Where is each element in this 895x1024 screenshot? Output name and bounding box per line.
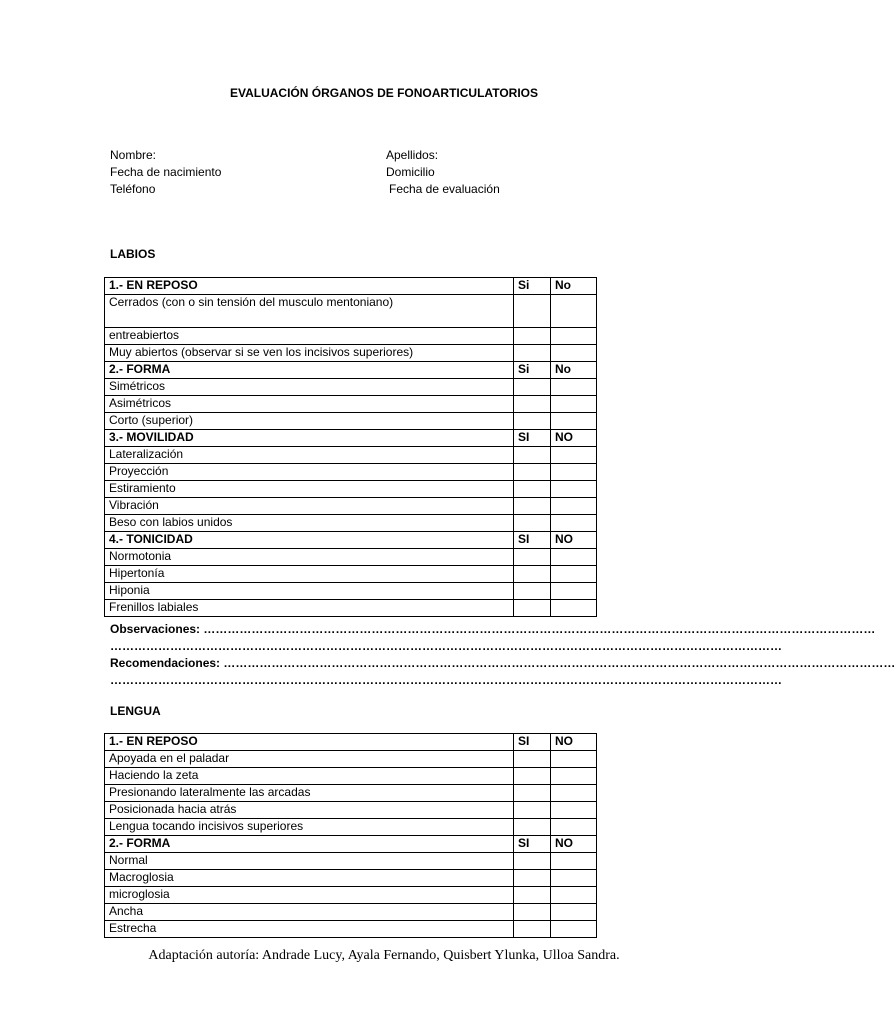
table-section-header <box>105 278 597 295</box>
observaciones-dots: …………………………………………………………………………………………………………………………………………………… <box>203 622 876 636</box>
row-label: Corto (superior) <box>105 413 514 430</box>
si-header: SI <box>514 836 551 853</box>
recomendaciones-line[interactable] <box>110 655 895 672</box>
no-checkbox-cell[interactable] <box>551 396 597 413</box>
si-header: SI <box>514 532 551 549</box>
observaciones-label: Observaciones: <box>110 622 201 636</box>
no-header: NO <box>551 734 597 751</box>
si-checkbox-cell[interactable] <box>514 751 551 768</box>
row-label: Beso con labios unidos <box>105 515 514 532</box>
row-label: Hiponia <box>105 583 514 600</box>
apellidos-label: Apellidos: <box>386 148 439 162</box>
row-label: Normal <box>105 853 514 870</box>
si-checkbox-cell[interactable] <box>514 549 551 566</box>
si-checkbox-cell[interactable] <box>514 447 551 464</box>
table-row <box>105 328 597 345</box>
si-header: Si <box>514 362 551 379</box>
table-section-header <box>105 836 597 853</box>
fecha-evaluacion-label: Fecha de evaluación <box>389 182 500 196</box>
no-checkbox-cell[interactable] <box>551 921 597 938</box>
row-label: Vibración <box>105 498 514 515</box>
document-title: EVALUACIÓN ÓRGANOS DE FONOARTICULATORIOS <box>229 86 538 100</box>
no-checkbox-cell[interactable] <box>551 498 597 515</box>
table-row <box>105 853 597 870</box>
table-row <box>105 583 597 600</box>
si-checkbox-cell[interactable] <box>514 819 551 836</box>
table-row <box>105 819 597 836</box>
si-checkbox-cell[interactable] <box>514 515 551 532</box>
si-checkbox-cell[interactable] <box>514 498 551 515</box>
row-label: 2.- FORMA <box>105 362 514 379</box>
row-label: entreabiertos <box>105 328 514 345</box>
row-label: Haciendo la zeta <box>105 768 514 785</box>
table-row <box>105 549 597 566</box>
table-row <box>105 464 597 481</box>
row-label: Lengua tocando incisivos superiores <box>105 819 514 836</box>
si-checkbox-cell[interactable] <box>514 887 551 904</box>
row-label: Ancha <box>105 904 514 921</box>
telefono-label: Teléfono <box>110 182 156 196</box>
no-checkbox-cell[interactable] <box>551 328 597 345</box>
no-checkbox-cell[interactable] <box>551 904 597 921</box>
domicilio-label: Domicilio <box>386 165 435 179</box>
no-header: NO <box>551 430 597 447</box>
si-checkbox-cell[interactable] <box>514 481 551 498</box>
no-checkbox-cell[interactable] <box>551 819 597 836</box>
si-checkbox-cell[interactable] <box>514 785 551 802</box>
table-row <box>105 870 597 887</box>
si-checkbox-cell[interactable] <box>514 870 551 887</box>
table-row <box>105 515 597 532</box>
row-label: 2.- FORMA <box>105 836 514 853</box>
table-row <box>105 396 597 413</box>
no-checkbox-cell[interactable] <box>551 583 597 600</box>
row-label: microglosia <box>105 887 514 904</box>
row-label: Lateralización <box>105 447 514 464</box>
labios-heading: LABIOS <box>110 247 156 261</box>
nombre-label: Nombre: <box>110 148 157 162</box>
no-checkbox-cell[interactable] <box>551 566 597 583</box>
row-label: Posicionada hacia atrás <box>105 802 514 819</box>
recomendaciones-label: Recomendaciones: <box>110 656 221 670</box>
patient-info-right <box>386 147 500 198</box>
lengua-table <box>104 733 597 938</box>
observaciones-block <box>110 621 895 689</box>
row-label: Frenillos labiales <box>105 600 514 617</box>
no-checkbox-cell[interactable] <box>551 785 597 802</box>
no-checkbox-cell[interactable] <box>551 887 597 904</box>
table-row <box>105 768 597 785</box>
no-checkbox-cell[interactable] <box>551 447 597 464</box>
si-checkbox-cell[interactable] <box>514 328 551 345</box>
table-section-header <box>105 532 597 549</box>
table-row <box>105 566 597 583</box>
si-checkbox-cell[interactable] <box>514 921 551 938</box>
no-checkbox-cell[interactable] <box>551 379 597 396</box>
row-label: Apoyada en el paladar <box>105 751 514 768</box>
si-checkbox-cell[interactable] <box>514 904 551 921</box>
table-row <box>105 600 597 617</box>
row-label: Muy abiertos (observar si se ven los incisivos superiores) <box>105 345 514 362</box>
si-checkbox-cell[interactable] <box>514 802 551 819</box>
table-row <box>105 802 597 819</box>
table-row <box>105 413 597 430</box>
no-checkbox-cell[interactable] <box>551 600 597 617</box>
no-header: No <box>551 362 597 379</box>
si-header: SI <box>514 430 551 447</box>
no-header: NO <box>551 836 597 853</box>
no-header: NO <box>551 532 597 549</box>
table-row <box>105 751 597 768</box>
table-row <box>105 498 597 515</box>
row-label: Estrecha <box>105 921 514 938</box>
row-label: Estiramiento <box>105 481 514 498</box>
row-label: Hipertonía <box>105 566 514 583</box>
no-checkbox-cell[interactable] <box>551 481 597 498</box>
row-label: Normotonia <box>105 549 514 566</box>
observaciones-line-2[interactable]: …………………………………………………………………………………………………………………………………………………… <box>110 639 782 653</box>
lengua-heading: LENGUA <box>110 704 161 718</box>
row-label: Macroglosia <box>105 870 514 887</box>
footer-credits: Adaptación autoría: Andrade Lucy, Ayala Fernando, Quisbert Ylunka, Ulloa Sandra. <box>148 948 620 963</box>
row-label: Cerrados (con o sin tensión del musculo mentoniano) <box>105 295 514 328</box>
labios-table <box>104 277 597 617</box>
no-header: No <box>551 278 597 295</box>
row-label: Proyección <box>105 464 514 481</box>
table-row <box>105 481 597 498</box>
si-header: SI <box>514 734 551 751</box>
table-row <box>105 785 597 802</box>
recomendaciones-line-2[interactable]: …………………………………………………………………………………………………………………………………………………… <box>110 673 782 687</box>
row-label: 1.- EN REPOSO <box>105 278 514 295</box>
no-checkbox-cell[interactable] <box>551 768 597 785</box>
table-row <box>105 295 597 328</box>
table-section-header <box>105 362 597 379</box>
no-checkbox-cell[interactable] <box>551 549 597 566</box>
row-label: 3.- MOVILIDAD <box>105 430 514 447</box>
si-checkbox-cell[interactable] <box>514 379 551 396</box>
si-checkbox-cell[interactable] <box>514 768 551 785</box>
observaciones-line[interactable] <box>110 621 876 638</box>
si-checkbox-cell[interactable] <box>514 413 551 430</box>
fecha-nacimiento-label: Fecha de nacimiento <box>110 165 222 179</box>
table-row <box>105 921 597 938</box>
si-checkbox-cell[interactable] <box>514 295 551 328</box>
no-checkbox-cell[interactable] <box>551 853 597 870</box>
table-row <box>105 345 597 362</box>
si-checkbox-cell[interactable] <box>514 464 551 481</box>
table-row <box>105 887 597 904</box>
si-checkbox-cell[interactable] <box>514 566 551 583</box>
table-row <box>105 379 597 396</box>
patient-info-left <box>110 147 221 198</box>
no-checkbox-cell[interactable] <box>551 464 597 481</box>
row-label: 1.- EN REPOSO <box>105 734 514 751</box>
no-checkbox-cell[interactable] <box>551 413 597 430</box>
table-row <box>105 904 597 921</box>
si-checkbox-cell[interactable] <box>514 583 551 600</box>
no-checkbox-cell[interactable] <box>551 751 597 768</box>
si-checkbox-cell[interactable] <box>514 853 551 870</box>
table-row <box>105 447 597 464</box>
no-checkbox-cell[interactable] <box>551 345 597 362</box>
row-label: Asimétricos <box>105 396 514 413</box>
no-checkbox-cell[interactable] <box>551 870 597 887</box>
table-section-header <box>105 734 597 751</box>
si-checkbox-cell[interactable] <box>514 345 551 362</box>
si-checkbox-cell[interactable] <box>514 396 551 413</box>
row-label: Presionando lateralmente las arcadas <box>105 785 514 802</box>
table-section-header <box>105 430 597 447</box>
no-checkbox-cell[interactable] <box>551 515 597 532</box>
si-checkbox-cell[interactable] <box>514 600 551 617</box>
row-label: Simétricos <box>105 379 514 396</box>
no-checkbox-cell[interactable] <box>551 802 597 819</box>
recomendaciones-dots: …………………………………………………………………………………………………………………………………………………… <box>223 656 895 670</box>
row-label: 4.- TONICIDAD <box>105 532 514 549</box>
si-header: Si <box>514 278 551 295</box>
no-checkbox-cell[interactable] <box>551 295 597 328</box>
